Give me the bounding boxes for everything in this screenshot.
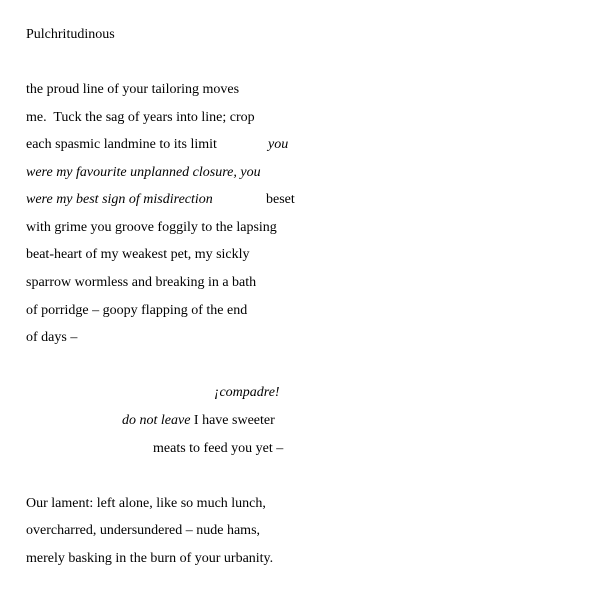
poem-line: me. Tuck the sag of years into line; crop [26,110,255,125]
poem-title: Pulchritudinous [26,27,115,42]
poem-line: with grime you groove foggily to the lapsing [26,220,277,235]
poem-line-italic: you [268,137,289,152]
poem-line: Our lament: left alone, like so much lunch, [26,496,266,511]
poem-line: the proud line of your tailoring moves [26,82,240,97]
poem-line: meats to feed you yet – [153,441,284,456]
poem-line-italic: were my favourite unplanned closure, you [26,165,261,180]
poem-line-italic: ¡compadre! [214,385,280,400]
poem-line: each spasmic landmine to its limit [26,137,217,152]
poem-line-italic: were my best sign of misdirection [26,192,213,207]
poem-line: beset [266,192,295,207]
poem-line: beat-heart of my weakest pet, my sickly [26,247,250,262]
poem-line: merely basking in the burn of your urbanity. [26,551,274,566]
poem-phrase-italic: do not leave [122,413,191,428]
poem-line: of porridge – goopy flapping of the end [26,303,248,318]
poem-line [122,413,275,429]
poem-line: overcharred, undersundered – nude hams, [26,523,261,538]
poem-line: sparrow wormless and breaking in a bath [26,275,257,290]
poem-phrase: I have sweeter [190,413,275,428]
poem-line: of days – [26,330,78,345]
